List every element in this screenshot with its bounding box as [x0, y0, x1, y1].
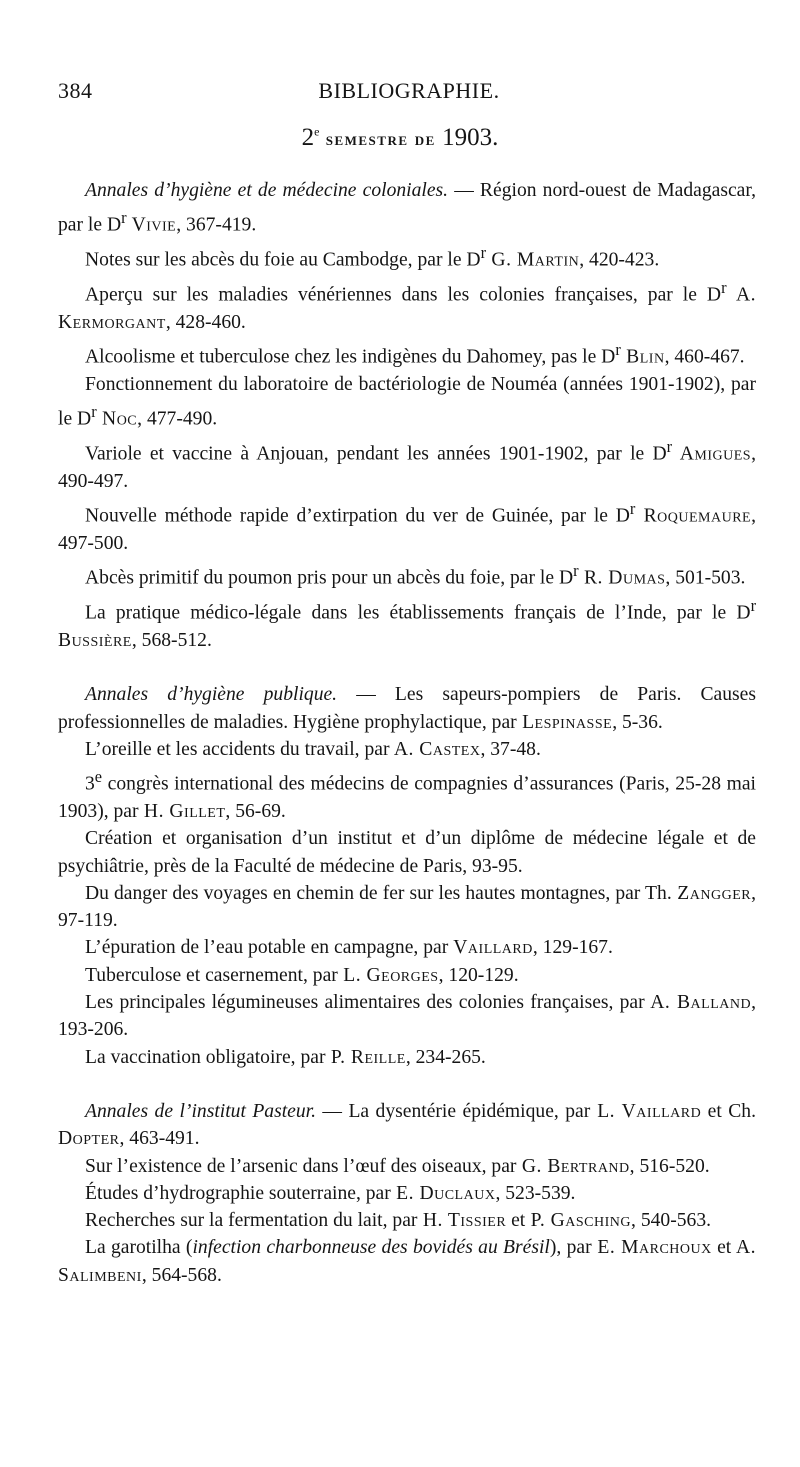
entry-author: A. Balland	[644, 992, 752, 1014]
entry-text: Tuberculose et casernement, par	[85, 964, 338, 986]
entry-author: Zangger	[671, 882, 752, 904]
entry-pages: , 367-419.	[176, 214, 257, 236]
journal-group-institut-pasteur	[58, 1098, 756, 1289]
section-year: 1903.	[442, 124, 499, 151]
journal-title: Annales d’hygiène publique.	[85, 684, 338, 706]
entry-pages: , 490-497.	[58, 443, 757, 492]
bibliography-entry	[58, 495, 756, 557]
entry-author: R. Dumas	[578, 567, 666, 589]
running-head	[58, 78, 760, 110]
entry-text: Les principales légumineuses alimentaires des colonies françaises, par	[85, 992, 645, 1014]
bibliography-entry	[58, 1180, 756, 1207]
entry-text: Nouvelle méthode rapide d’extirpation du ver de Guinée, par le D	[85, 505, 630, 527]
entry-text-mid: et	[711, 1237, 732, 1259]
entry-pages: , 516-520.	[629, 1155, 710, 1177]
entry-text: Aperçu sur les maladies vénériennes dans les colonies françaises, par le D	[85, 284, 722, 306]
entry-text: Sur l’existence de l’arsenic dans l’œuf des oiseaux, par	[85, 1155, 517, 1177]
entry-author: Amigues	[672, 443, 752, 465]
entry-text: — Les sapeurs-pompiers de Paris. Causes professionnelles de maladies. Hygiène prophylactique, par	[58, 684, 757, 733]
journal-title: Annales de l’institut Pasteur.	[85, 1100, 316, 1122]
bibliography-entry	[58, 989, 756, 1044]
bibliography-entry	[58, 825, 756, 880]
page-number: 384	[58, 78, 93, 103]
entry-text: Recherches sur la fermentation du lait, par	[85, 1210, 418, 1232]
entry-pages: , 460-467.	[664, 346, 745, 368]
entry-pages: , 501-503.	[665, 567, 746, 589]
section-word-semestre: SEMESTRE	[325, 133, 409, 148]
bibliography-entry	[58, 1153, 756, 1180]
doctor-sup: r	[750, 596, 756, 616]
entry-author: P. Gasching	[525, 1210, 632, 1232]
entry-pages: , 477-490.	[137, 408, 218, 430]
entry-pages: , 37-48.	[480, 738, 541, 760]
entry-number: 3	[85, 773, 95, 795]
entry-text-mid: et Ch.	[701, 1100, 757, 1122]
entry-author: L. Georges	[337, 964, 439, 986]
bibliography-entry	[58, 1234, 756, 1289]
entry-text: L’oreille et les accidents du travail, par	[85, 738, 390, 760]
entry-text-mid: et	[506, 1210, 526, 1232]
bibliography-entry	[58, 239, 756, 274]
entry-author: H. Gillet	[138, 800, 226, 822]
entry-text: Alcoolisme et tuberculose chez les indigènes du Dahomey, pas le D	[85, 346, 616, 368]
doctor-sup: r	[666, 437, 673, 457]
entry-pages: , 56-69.	[225, 800, 286, 822]
bibliography-entry	[58, 736, 756, 763]
doctor-sup: r	[721, 277, 727, 297]
entry-pages: , 193-206.	[58, 992, 756, 1041]
entry-author: Vaillard	[448, 937, 533, 959]
bibliography-entry	[58, 1098, 756, 1153]
entry-author: P. Reille	[325, 1046, 406, 1068]
entry-author: G. Martin	[486, 249, 580, 271]
doctor-sup: r	[480, 243, 487, 263]
entry-author: A. Castex	[389, 738, 481, 760]
entry-author: H. Tissier	[417, 1210, 507, 1232]
entry-pages: , 540-563.	[631, 1210, 712, 1232]
entry-pages: , 129-167.	[532, 937, 613, 959]
entry-text: Abcès primitif du poumon pris pour un abcès du foie, par le D	[85, 567, 574, 589]
entry-author: A. Kermorgant	[58, 284, 756, 333]
bibliography-entry	[58, 934, 756, 961]
bibliography-entry	[58, 177, 756, 239]
entry-author: Noc	[96, 408, 138, 430]
ordinal-sup: e	[94, 767, 103, 787]
section-word-de: DE	[414, 133, 436, 148]
doctor-sup: r	[91, 402, 97, 422]
doctor-sup: r	[615, 340, 621, 360]
doctor-sup: r	[573, 561, 579, 581]
entry-italic-text: infection charbonneuse des bovidés au Brésil	[192, 1237, 550, 1259]
entry-text: — La dysentérie épidémique, par	[316, 1100, 591, 1122]
bibliography-entry	[58, 274, 756, 336]
entry-author: A. Salimbeni	[58, 1237, 756, 1286]
entry-text: Variole et vaccine à Anjouan, pendant les années 1901-1902, par le D	[85, 443, 667, 465]
entry-author: L. Vaillard	[590, 1100, 702, 1122]
entry-pages: , 463-491.	[119, 1128, 200, 1150]
entry-text: La vaccination obligatoire, par	[85, 1046, 326, 1068]
entry-author: G. Bertrand	[516, 1155, 630, 1177]
entry-author: Roquemaure	[635, 505, 752, 527]
page-header-title: BIBLIOGRAPHIE.	[318, 78, 500, 103]
paren-open: (	[180, 1237, 193, 1259]
entry-pages: , 234-265.	[405, 1046, 486, 1068]
bibliography-entry	[58, 592, 756, 654]
entry-pages: , 497-500.	[58, 505, 756, 554]
bibliography-entry	[58, 1207, 756, 1234]
bibliography-entry	[58, 880, 756, 935]
paren-close: )	[549, 1237, 557, 1259]
entry-pages: , 97-119.	[58, 882, 756, 932]
entry-pages: , 120-129.	[438, 964, 519, 986]
bibliography-entry	[58, 557, 756, 592]
entry-text: Fonctionnement du laboratoire de bactériologie de Nouméa (années 1901-1902), par le D	[58, 373, 756, 430]
entry-text: La garotilha	[85, 1237, 181, 1259]
section-ordinal-sup: e	[314, 124, 320, 139]
entry-author: Dopter	[58, 1128, 120, 1150]
entry-author: Blin	[620, 346, 665, 368]
doctor-sup: r	[629, 499, 636, 519]
entry-author: E. Marchoux	[591, 1237, 712, 1259]
journal-group-coloniales	[58, 177, 756, 654]
entry-author: Vivie	[126, 214, 177, 236]
doctor-sup: r	[121, 208, 127, 228]
bibliography-entry	[58, 1044, 756, 1071]
section-ordinal: 2	[301, 124, 315, 151]
entry-pages: , 428-460.	[165, 311, 246, 333]
journal-title: Annales d’hygiène et de médecine coloniales.	[85, 180, 449, 201]
entry-pages: , 523-539.	[495, 1182, 576, 1204]
entry-author: E. Duclaux	[390, 1182, 496, 1204]
entry-author: Bussière	[58, 629, 132, 651]
entry-text: L’épuration de l’eau potable en campagne, par	[85, 937, 449, 959]
bibliography-entry	[58, 681, 756, 736]
bibliography-entry	[58, 763, 756, 825]
entry-pages: , 5-36.	[612, 711, 663, 733]
entry-author: Lespinasse	[516, 711, 613, 733]
bibliography-body	[58, 177, 756, 1316]
journal-group-hygiene-publique	[58, 681, 756, 1071]
entry-pages: , 420-423.	[579, 249, 660, 271]
entry-pages: , 568-512.	[131, 629, 212, 651]
entry-text: Du danger des voyages en chemin de fer sur les hautes montagnes, par Th.	[85, 882, 672, 904]
bibliography-entry	[58, 962, 756, 989]
bibliography-entry	[58, 371, 756, 433]
entry-text: La pratique médico-légale dans les établissements français de l’Inde, par le D	[85, 602, 751, 624]
bibliography-entry	[58, 336, 756, 371]
entry-text: Études d’hydrographie souterraine, par	[85, 1182, 391, 1204]
entry-pages: , 564-568.	[141, 1264, 222, 1286]
entry-text: — Région nord-ouest de Madagascar, par le D	[58, 180, 756, 236]
entry-text-rest: , par	[556, 1237, 592, 1259]
entry-text: congrès international des médecins de compagnies d’assurances (Paris, 25-28 mai 1903), par	[58, 773, 756, 822]
bibliography-entry	[58, 433, 756, 495]
entry-text: Création et organisation d’un institut et d’un diplôme de médecine légale et de psychiâtrie, près de la Faculté de médecine de Paris, 93-95.	[58, 828, 756, 877]
entry-text: Notes sur les abcès du foie au Cambodge, par le D	[85, 249, 481, 271]
section-title	[0, 124, 800, 152]
